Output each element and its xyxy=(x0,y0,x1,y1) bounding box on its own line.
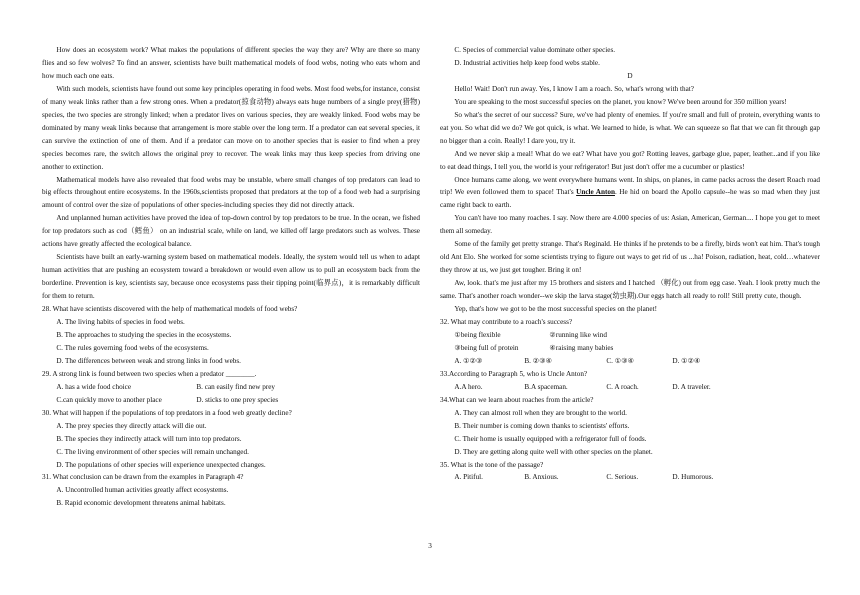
question-35-options xyxy=(454,471,820,484)
question-28-option-c: C. The rules governing food webs of the ecosystems. xyxy=(56,343,209,352)
paragraph-5-text-before: Once humans came along, we went everywhere humans went. In ships, on planes, in came packs across the desert Roach road trip! We even followed them to space! That's xyxy=(440,175,820,197)
question-28-option-d: D. The differences between weak and strong links in food webs. xyxy=(56,356,241,365)
passage-d-paragraph-7: Some of the family get pretty strange. That's Reginald. He thinks if he pretends to be a firefly, birds won't eat him. That's tough old Ant Elo. She worked for some scientists trying to figure out ways to get rid of us ...ha! Poison, radiation, heat, cold…whatever they throw at us, we just get tougher. Bring it on! xyxy=(440,240,820,275)
question-34-option-a: A. They can almost roll when they are brought to the world. xyxy=(454,408,627,417)
question-32-item-1: ①being flexible xyxy=(454,330,501,339)
question-35-option-a: A. Pitiful. xyxy=(454,473,483,482)
question-29-options-row-2 xyxy=(56,394,420,407)
question-30-option-b: B. The species they indirectly attack will turn into top predators. xyxy=(56,434,242,443)
question-33-option-c: C. A roach. xyxy=(606,382,639,391)
question-35-option-d: D. Humorous. xyxy=(672,473,714,482)
passage-d-paragraph-9: Yep, that's how we got to be the most successful species on the planet! xyxy=(454,305,657,314)
question-32-options xyxy=(454,355,820,368)
question-32-option-b: B. ②③④ xyxy=(524,356,553,365)
question-33-option-d: D. A traveler. xyxy=(672,382,711,391)
passage-d-paragraph-5 xyxy=(440,174,820,213)
question-32-item-4: ④raising many babies xyxy=(549,343,614,352)
passage-c-paragraph-4: And unplanned human activities have proved the idea of top-down control by top predators to be true. In the ocean, we fished for top predators such as cod（鳕鱼） on an industrial scale, while on land, we killed off large predators such as wolves. These actions have greatly affected the ecological balance. xyxy=(42,214,420,249)
passage-d-paragraph-3: So what's the secret of our success? Sure, we've had plenty of enemies. If you're small and full of protein, everything wants to eat you. So what did we do? We got quick, is what. We learned to hide, is what. We can squeeze so flat that we can fit through gap no bigger than a coin. Really! I dare you, try it. xyxy=(440,110,820,145)
question-35-option-b: B. Anxious. xyxy=(524,473,559,482)
question-32-option-a: A. ①②③ xyxy=(454,356,483,365)
question-29-option-b: B. can easily find new prey xyxy=(196,382,276,391)
section-letter: D xyxy=(627,71,633,80)
passage-d-paragraph-4: And we never skip a meal! What do we eat? What have you got? Rotting leaves, garbage glue, paper, leather...and if you like to eat dead things, I tell you, the world is your refrigerator! But just don't offer me a cucumber or plastics! xyxy=(440,149,820,171)
question-32-stem: 32. What may contribute to a roach's success? xyxy=(440,318,573,327)
paragraph-5-text-after: . He hid on board the Apollo capsule--he was so mad when they just came right back to earth. xyxy=(440,188,820,210)
question-29-options-row-1 xyxy=(56,381,420,394)
question-31-option-d: D. Industrial activities help keep food webs stable. xyxy=(454,58,600,67)
question-30-option-d: D. The populations of other species will experience unexpected changes. xyxy=(56,460,266,469)
left-column xyxy=(42,44,420,510)
question-32-item-3: ③being full of protein xyxy=(454,343,519,352)
question-31-option-c: C. Species of commercial value dominate other species. xyxy=(454,46,616,54)
passage-c-paragraph-2: With such models, scientists have found out some key principles operating in food webs. Most food webs,for instance, consist of many weak links rather than a few strong ones. When a predator(掠食动物) always eats huge numbers of a single prey(猎物) species, the two species are strongly linked; when a predator lives on various species, they are weakly linked. Food webs may be dominated by many weak links because that arrangement is more stable over the long term. If a predator can eat several species, it can survive the extinction of one of them. And if a predator can move on to another species that is easier to find when a prey species becomes rare, the switch allows the original prey to recover. The weak links may thus keep species from driving one another to extinction. xyxy=(42,84,420,171)
question-28-option-a: A. The living habits of species in food webs. xyxy=(56,318,185,327)
question-35-option-c: C. Serious. xyxy=(606,473,639,482)
question-31-option-b: B. Rapid economic development threatens animal habitats. xyxy=(56,499,226,508)
question-32-option-c: C. ①③④ xyxy=(606,356,635,365)
question-33-option-b: B.A spaceman. xyxy=(524,382,568,391)
question-32-items-row-1 xyxy=(454,329,820,342)
question-32-item-2: ②running like wind xyxy=(549,330,607,339)
question-28-option-b: B. The approaches to studying the species in the ecosystems. xyxy=(56,330,232,339)
question-31-stem: 31. What conclusion can be drawn from the examples in Paragraph 4? xyxy=(42,473,244,482)
question-29-option-d: D. sticks to one prey species xyxy=(196,395,279,404)
page-number: 3 xyxy=(428,542,432,550)
question-35-stem: 35. What is the tone of the passage? xyxy=(440,460,544,469)
right-column xyxy=(440,44,820,484)
question-34-stem: 34.What can we learn about roaches from the article? xyxy=(440,395,594,404)
question-28-stem: 28. What have scientists discovered with the help of mathematical models of food webs? xyxy=(42,305,298,314)
question-33-option-a: A.A hero. xyxy=(454,382,483,391)
question-34-option-c: C. Their home is usually equipped with a refrigerator full of foods. xyxy=(454,434,647,443)
passage-d-paragraph-1: Hello! Wait! Don't run away. Yes, I know I am a roach. So, what's wrong with that? xyxy=(454,84,694,93)
question-34-option-d: D. They are getting along quite well with other species on the planet. xyxy=(454,447,653,456)
question-31-option-a: A. Uncontrolled human activities greatly affect ecosystems. xyxy=(56,486,229,495)
passage-c-paragraph-1: How does an ecosystem work? What makes the populations of different species the way they are? Why are there so many flies and so few wolves? To find an answer, scientists have built mathematical models of food webs, noting who eats whom and how much each one eats. xyxy=(42,46,420,80)
passage-d-paragraph-2: You are speaking to the most successful species on the planet, you know? We've been around for 350 million years! xyxy=(454,97,787,106)
question-32-items-row-2 xyxy=(454,342,820,355)
question-33-stem: 33.According to Paragraph 5, who is Uncle Anton? xyxy=(440,369,588,378)
passage-c-paragraph-5: Scientists have built an early-warning system based on mathematical models. Ideally, the system would tell us when to adapt human activities that are pushing an ecosystem toward a breakdown or would even allow us to pull an ecosystem back from the borderline. Prevention is key, scientists say, because once ecosystems pass their tipping point(临界点)，it is remarkably difficult for them to return. xyxy=(42,253,420,301)
question-30-option-a: A. The prey species they directly attack will die out. xyxy=(56,421,207,430)
passage-c-paragraph-3: Mathematical models have also revealed that food webs may be unstable, where small changes of top predators can lead to big effects throughout entire ecosystems. In the 1960s,scientists proposed that predators at the top of a food web had a surprising amount of control over the size of populations of other species-including species they did not directly attack. xyxy=(42,175,420,210)
question-29-option-a: A. has a wide food choice xyxy=(56,382,132,391)
question-29-stem: 29. A strong link is found between two species when a predator ________. xyxy=(42,369,257,378)
question-30-stem: 30. What will happen if the populations of top predators in a food web greatly decline? xyxy=(42,408,292,417)
passage-d-paragraph-8: Aw, look. that's me just after my 15 brothers and sisters and I hatched （孵化) out from egg case. Yeah. I look pretty much the same. That's another roach wonder--we skip the larva stage(幼虫期).Our eggs hatch all ready to roll! Still pretty cute, though. xyxy=(440,279,820,301)
passage-d-paragraph-6: You can't have too many roaches. I say. Now there are 4.000 species of us: Asian, American, German.... I hope you get to meet them all someday. xyxy=(440,214,820,236)
question-33-options xyxy=(454,381,820,394)
question-29-option-c: C.can quickly move to another place xyxy=(56,395,162,404)
uncle-anton-highlight: Uncle Anton xyxy=(576,188,615,197)
question-30-option-c: C. The living environment of other species will remain unchanged. xyxy=(56,447,249,456)
question-32-option-d: D. ①②④ xyxy=(672,356,701,365)
question-34-option-b: B. Their number is coming down thanks to scientists' efforts. xyxy=(454,421,630,430)
